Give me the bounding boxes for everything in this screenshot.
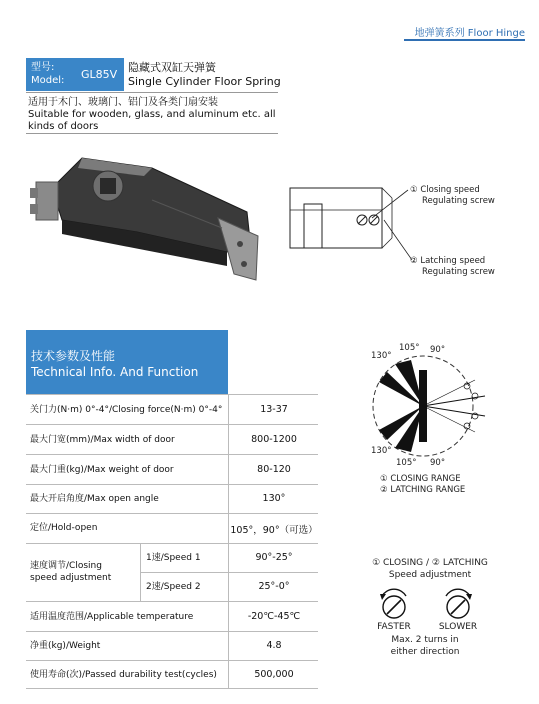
angle-90-top: 90°: [430, 345, 446, 355]
table-rule: [140, 572, 318, 573]
slower-label: SLOWER: [438, 622, 478, 632]
table-rule: [26, 454, 318, 455]
model-badge: [26, 58, 124, 91]
model-label-cn: 型号:: [31, 62, 55, 73]
tech-title-en: Technical Info. And Function: [31, 365, 199, 379]
row-value-max-angle: 130°: [262, 493, 286, 504]
suitable-en: Suitable for wooden, glass, and aluminum etc. all kinds of doors: [28, 109, 276, 132]
table-rule: [26, 631, 318, 632]
row-value-weight: 4.8: [266, 640, 282, 651]
angle-105-top: 105°: [399, 343, 420, 353]
table-rule: [26, 513, 318, 514]
row-label-weight: 净重(kg)/Weight: [30, 641, 101, 651]
speed-adjust-title: ① CLOSING / ② LATCHING Speed adjustment: [372, 558, 488, 580]
row-value-temperature: -20℃-45℃: [247, 611, 301, 622]
row-sub-speed2: 2速/Speed 2: [146, 582, 201, 592]
suitable-cn: 适用于木门、玻璃门、铝门及各类门扇安装: [28, 97, 218, 108]
model-value: GL85V: [81, 68, 118, 81]
turns-note: Max. 2 turns in either direction: [390, 635, 460, 657]
row-value-max-width: 800-1200: [251, 434, 297, 445]
legend-latching-range: ② LATCHING RANGE: [380, 485, 466, 495]
model-label: [31, 61, 64, 87]
slower-screw-icon: [440, 586, 476, 622]
tech-header: [26, 330, 228, 394]
row-value-hold-open: 105°，90°（可选）: [230, 525, 318, 536]
divider: [26, 92, 278, 93]
table-rule: [26, 424, 318, 425]
table-rule: [26, 484, 318, 485]
faster-screw-icon: [376, 586, 412, 622]
row-label-speed-adjust: 速度调节/Closing speed adjustment: [30, 561, 112, 583]
header-underline: [404, 39, 525, 41]
row-value-durability: 500,000: [254, 669, 294, 680]
row-label-durability: 使用寿命(次)/Passed durability test(cycles): [30, 670, 217, 680]
divider: [26, 133, 278, 134]
row-label-max-angle: 最大开启角度/Max open angle: [30, 494, 159, 504]
row-value-max-weight: 80-120: [257, 464, 291, 475]
tech-title-cn: 技术参数及性能: [31, 349, 116, 363]
row-value-speed1: 90°-25°: [255, 552, 293, 563]
row-label-hold-open: 定位/Hold-open: [30, 523, 98, 533]
table-rule: [26, 543, 318, 544]
model-label-en: Model:: [31, 75, 65, 86]
range-diagram: [365, 350, 495, 460]
table-col-rule: [140, 543, 141, 601]
angle-90-bottom: 90°: [430, 458, 446, 468]
row-label-max-width: 最大门宽(mm)/Max width of door: [30, 435, 175, 445]
row-label-closing-force: 关门力(N·m) 0°-4°/Closing force(N·m) 0°-4°: [30, 405, 223, 415]
table-rule: [26, 660, 318, 661]
row-sub-speed1: 1速/Speed 1: [146, 553, 201, 563]
angle-130-top: 130°: [371, 351, 392, 361]
closing-screw-label: ① Closing speed Regulating screw: [410, 185, 495, 206]
product-name: [128, 61, 281, 89]
product-name-cn: 隐藏式双缸天弹簧: [128, 61, 216, 74]
header-title: 地弹簧系列 Floor Hinge: [414, 28, 525, 39]
row-label-temperature: 适用温度范围/Applicable temperature: [30, 612, 194, 622]
angle-105-bottom: 105°: [396, 458, 417, 468]
suitable-text: [28, 97, 278, 133]
row-label-max-weight: 最大门重(kg)/Max weight of door: [30, 465, 174, 475]
table-col-rule: [228, 394, 229, 688]
angle-130-bottom: 130°: [371, 446, 392, 456]
latching-screw-label: ② Latching speed Regulating screw: [410, 256, 495, 277]
row-value-closing-force: 13-37: [260, 404, 288, 415]
table-rule: [26, 394, 318, 395]
product-name-en: Single Cylinder Floor Spring: [128, 75, 281, 88]
row-value-speed2: 25°-0°: [258, 581, 290, 592]
legend-closing-range: ① CLOSING RANGE: [380, 474, 461, 484]
product-photo: [22, 140, 272, 290]
faster-label: FASTER: [377, 622, 411, 632]
table-rule: [26, 601, 318, 602]
table-rule: [26, 688, 318, 689]
